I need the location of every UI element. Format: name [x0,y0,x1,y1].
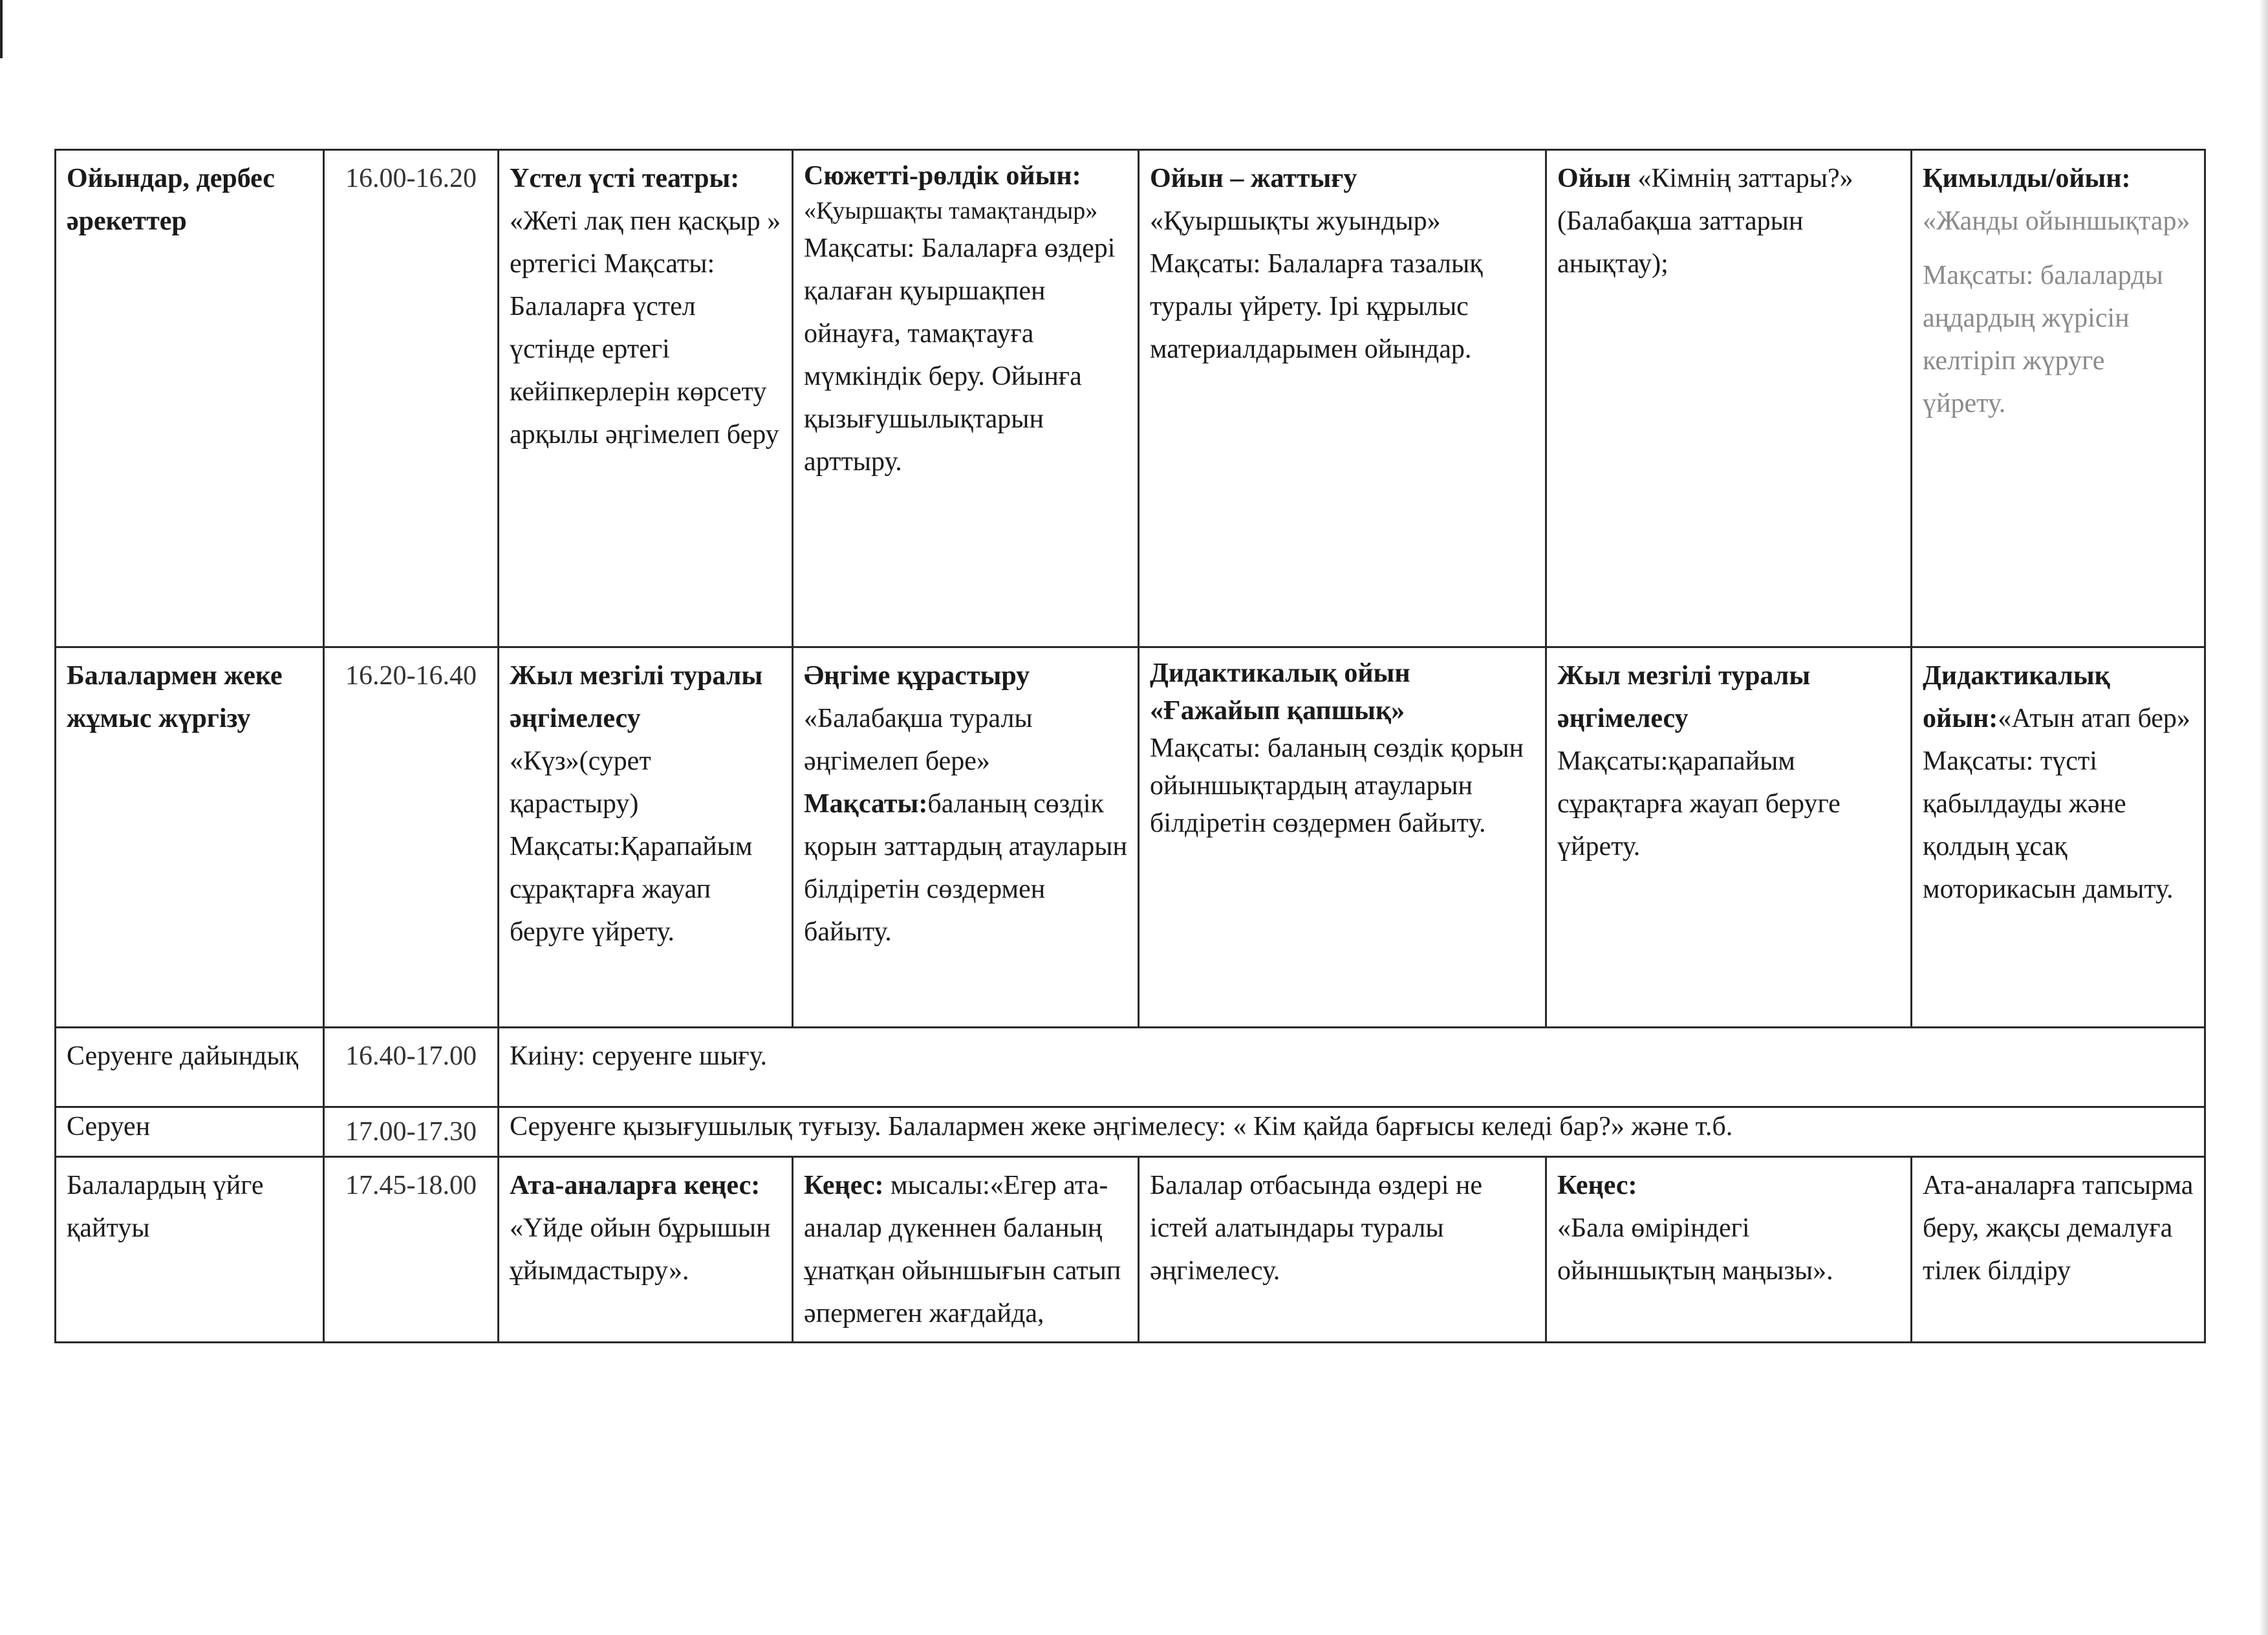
activity-cell [1912,1157,2205,1343]
activity-cell [793,150,1139,647]
scan-edge-mark [0,0,3,58]
row-time: 17.45-18.00 [324,1157,499,1343]
activity-subtitle: «Қуыршақты тамақтандыр» [804,197,1098,224]
row-time: 16.00-16.20 [324,150,499,647]
activity-cell [499,647,793,1028]
activity-cell [1546,1157,1912,1343]
daily-plan-table [54,149,2206,1343]
activity-text: мысалы:«Егер ата-аналар дүкеннен баланың ұнатқан ойыншығын сатып әпермеген жағдайда, [804,1171,1121,1328]
activity-text: Мақсаты: баланың сөздік қорын ойыншықтардың атауларын білдіретін сөздермен байыту. [1150,733,1524,838]
activity-subtitle: «Жанды ойыншықтар» [1923,206,2190,236]
row-label: Балалармен жеке жұмыс жүргізу [56,647,324,1028]
activity-subtitle: «Балабақша туралы әңгімелеп бере» [804,704,1033,776]
activity-title: Әңгіме құрастыру [804,661,1030,691]
activity-text: «Кімнің заттары?» (Балабақша заттарын анықтау); [1557,164,1853,279]
table-row-going-home [56,1157,2205,1343]
activity-text: «Қуыршықты жуындыр» Мақсаты: Балаларға тазалық туралы үйрету. Ірі құрылыс материалдарымен ойындар. [1150,206,1483,364]
activity-cell [499,1157,793,1343]
activity-cell [793,1157,1139,1343]
activity-title: Ойын – жаттығу [1150,164,1357,193]
row-label: Балалардың үйге қайтуы [56,1157,324,1343]
activity-goal-label: Мақсаты: [804,789,928,819]
activity-text: Мақсаты:қарапайым сұрақтарға жауап беруге үйрету. [1557,746,1841,861]
activity-span-cell: Серуенге қызығушылық туғызу. Балалармен жеке әңгімелесу: « Кім қайда барғысы келеді бар?» және т.б. [499,1107,2205,1157]
activity-cell [793,647,1139,1028]
activity-title: Кеңес: [804,1171,884,1200]
row-label: Серуен [56,1107,324,1157]
activity-title: Сюжетті-рөлдік ойын: [804,161,1081,191]
activity-cell [1139,1157,1546,1343]
row-time: 16.40-17.00 [324,1028,499,1107]
activity-text: Балалар отбасында өздері не істей алатындары туралы әңгімелесу. [1150,1171,1482,1286]
activity-title: Үстел үсті театры: [510,164,740,193]
activity-cell [499,150,793,647]
activity-text: «Бала өміріндегі ойыншықтың маңызы». [1557,1213,1833,1286]
activity-subtitle: «Атын атап бер» [1998,704,2190,733]
activity-title: Жыл мезгілі туралы әңгімелесу [1557,661,1811,733]
activity-text: Мақсаты: Балаларға өздері қалаған қуыршақпен ойнауға, тамақтауға мүмкіндік беру. Ойынға қызығушылықтарын арттыру. [804,233,1116,477]
table-row-games [56,150,2205,647]
table-row-walk [56,1107,2205,1157]
row-label: Ойындар, дербес әрекеттер [56,150,324,647]
activity-cell [1139,647,1546,1028]
activity-cell [1912,150,2205,647]
activity-title: Ата-аналарға кеңес: [510,1171,761,1200]
activity-text: «Күз»(сурет қарастыру) Мақсаты:Қарапайым сұрақтарға жауап беруге үйрету. [510,746,753,947]
activity-title: Қимылды/ойын: [1923,164,2131,193]
table-row-individual-work [56,647,2205,1028]
activity-cell [1546,647,1912,1028]
activity-cell [1546,150,1912,647]
activity-title: Кеңес: [1557,1171,1637,1200]
activity-title: Ойын [1557,164,1631,193]
activity-span-cell: Киіну: серуенге шығу. [499,1028,2205,1107]
activity-text: Мақсаты: балаларды аңдардың жүрісін келтіріп жүруге үйрету. [1923,261,2163,418]
activity-cell [1139,150,1546,647]
activity-title: Дидактикалық ойын «Ғажайып қапшық» [1150,658,1410,726]
activity-title: Жыл мезгілі туралы әңгімелесу [510,661,763,733]
activity-cell [1912,647,2205,1028]
activity-text: «Жеті лақ пен қасқыр » ертегісі Мақсаты: Балаларға үстел үстінде ертегі кейіпкерлерін көрсету арқылы әңгімелеп беру [510,206,781,449]
activity-title: Дидактикалық ойын: [1923,661,2110,733]
scan-shadow-edge [2259,0,2268,1635]
activity-text: «Үйде ойын бұрышын ұйымдастыру». [510,1213,771,1286]
table-row-walk-preparation [56,1028,2205,1107]
row-label: Серуенге дайындық [56,1028,324,1107]
activity-text: баланың сөздік қорын заттардың атауларын білдіретін сөздермен байыту. [804,789,1128,947]
row-time: 17.00-17.30 [324,1107,499,1157]
row-time: 16.20-16.40 [324,647,499,1028]
activity-text: Ата-аналарға тапсырма беру, жақсы демалуға тілек білдіру [1923,1171,2194,1286]
activity-text: Мақсаты: түсті қабылдауды және қолдың ұсақ моторикасын дамыту. [1923,746,2174,904]
